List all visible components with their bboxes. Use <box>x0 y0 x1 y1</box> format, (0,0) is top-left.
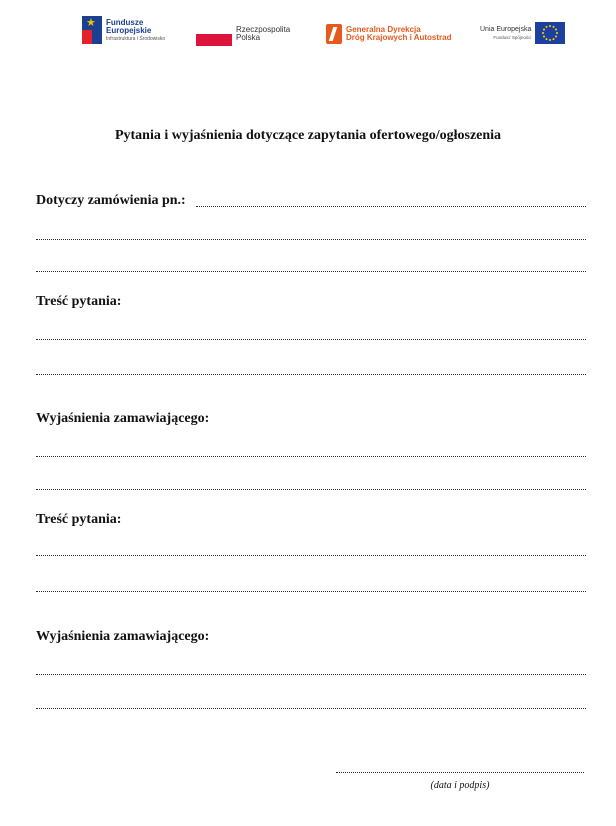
wyjasnienia-1-line-1[interactable] <box>36 456 586 457</box>
fe-line2: Europejskie <box>106 26 152 35</box>
fundusze-europejskie-icon: ★ <box>82 16 102 44</box>
ue-line1: Unia Europejska <box>480 26 532 33</box>
logo-header <box>0 0 616 60</box>
fundusze-europejskie-logo <box>82 16 165 44</box>
wyjasnienia-1-label: Wyjaśnienia zamawiającego: <box>36 411 210 426</box>
wyjasnienia-2-label: Wyjaśnienia zamawiającego: <box>36 629 210 644</box>
rzeczpospolita-polska-logo <box>196 16 290 46</box>
gd-line1: Generalna Dyrekcja <box>346 25 421 34</box>
ue-line2: Fundusz Spójności <box>493 35 532 40</box>
tresc-pytania-2-line-2[interactable] <box>36 591 586 592</box>
dotyczy-label: Dotyczy zamówienia pn.: <box>36 193 186 208</box>
wyjasnienia-1-line-2[interactable] <box>36 489 586 490</box>
tresc-pytania-1-label: Treść pytania: <box>36 294 122 309</box>
dotyczy-line-1[interactable] <box>36 239 586 240</box>
tresc-pytania-2-label: Treść pytania: <box>36 512 122 527</box>
tresc-pytania-1-line-1[interactable] <box>36 339 586 340</box>
tresc-pytania-1-line-2[interactable] <box>36 374 586 375</box>
eu-flag-icon <box>535 22 565 44</box>
polish-flag-icon <box>196 24 232 46</box>
fe-line3: Infrastruktura i Środowisko <box>106 36 166 42</box>
document-title: Pytania i wyjaśnienia dotyczące zapytania ofertowego/ogłoszenia <box>114 128 502 143</box>
fe-line1: Fundusze <box>106 18 144 27</box>
unia-europejska-logo <box>480 16 565 44</box>
gddkia-logo <box>326 16 452 44</box>
dotyczy-line-0[interactable] <box>196 206 586 207</box>
dotyczy-line-2[interactable] <box>36 271 586 272</box>
rp-line1: Rzeczpospolita <box>236 25 291 34</box>
signature-line[interactable] <box>336 772 584 773</box>
rp-line2: Polska <box>236 33 261 42</box>
tresc-pytania-2-line-1[interactable] <box>36 555 586 556</box>
wyjasnienia-2-line-2[interactable] <box>36 708 586 709</box>
wyjasnienia-2-line-1[interactable] <box>36 674 586 675</box>
gddkia-road-icon <box>326 24 342 44</box>
gd-line2: Dróg Krajowych i Autostrad <box>346 33 452 42</box>
signature-caption: (data i podpis) <box>430 780 490 791</box>
